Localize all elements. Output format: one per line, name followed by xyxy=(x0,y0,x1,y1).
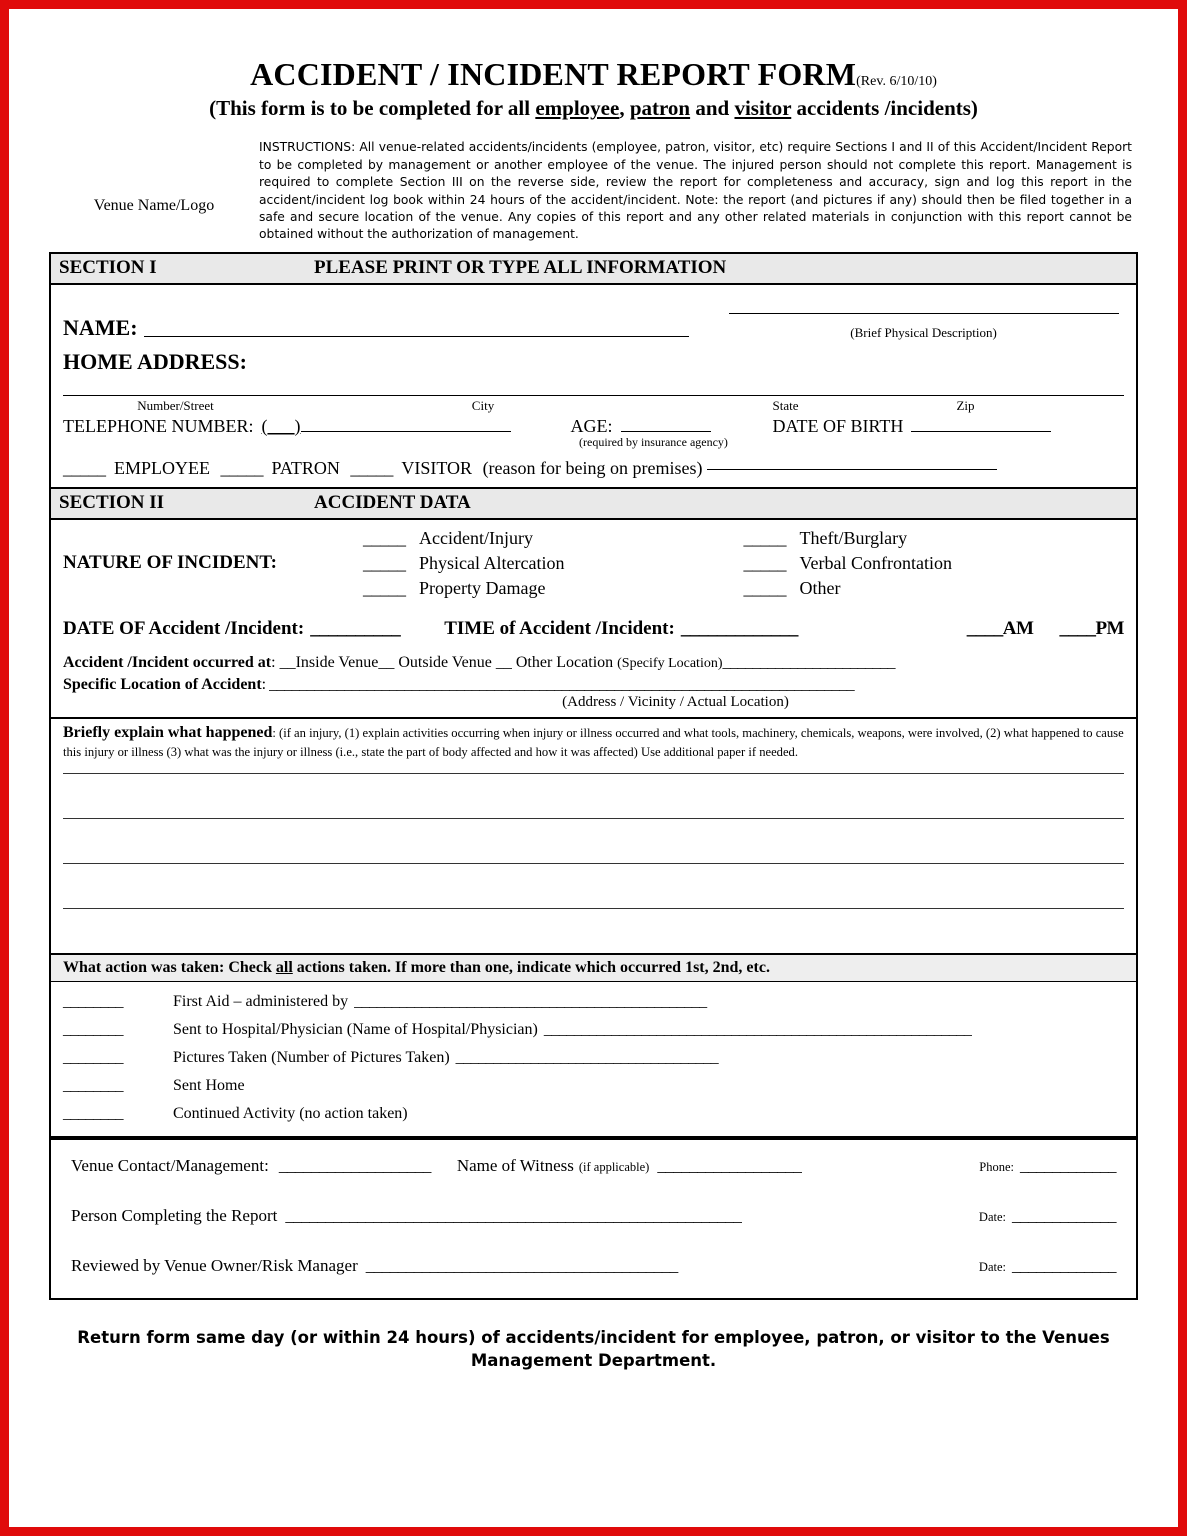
incident-date-input[interactable]: __________ xyxy=(310,618,401,640)
address-column-labels xyxy=(63,398,1124,414)
actions-header xyxy=(51,953,1136,982)
form-page xyxy=(9,9,1178,1527)
nature-option-accident-injury[interactable] xyxy=(363,526,744,551)
section-1-number: SECTION I xyxy=(59,256,157,278)
nature-blank[interactable]: _____ xyxy=(743,552,786,573)
venue-contact-label: Venue Contact/Management: xyxy=(71,1155,269,1175)
nature-option-label: Other xyxy=(799,577,841,598)
nature-of-incident-row xyxy=(51,520,1136,604)
specific-location-input[interactable]: : ______________________________________________________________________________ xyxy=(261,676,855,694)
reviewer-input[interactable]: _______________________________________ xyxy=(365,1255,678,1275)
action-label: Sent to Hospital/Physician (Name of Hospital/Physician) xyxy=(173,1020,538,1038)
incident-time-label: TIME of Accident /Incident: xyxy=(444,618,675,640)
nature-blank[interactable]: _____ xyxy=(743,527,786,548)
section-2-number: SECTION II xyxy=(59,491,165,513)
nature-option-physical-altercation[interactable] xyxy=(363,551,744,576)
nature-blank[interactable]: _____ xyxy=(363,527,406,548)
venue-logo-label: Venue Name/Logo xyxy=(93,197,215,215)
narrative-write-area[interactable] xyxy=(51,763,1136,909)
action-label: First Aid – administered by xyxy=(173,992,349,1010)
nature-option-label: Physical Altercation xyxy=(419,552,565,573)
narrative-heading: Briefly explain what happened xyxy=(63,724,273,742)
occurred-at-options[interactable]: : __Inside Venue__ Outside Venue __ Other Location xyxy=(271,654,618,672)
action-label: Sent Home xyxy=(173,1076,245,1094)
nature-options xyxy=(363,526,1124,600)
reviewer-label: Reviewed by Venue Owner/Risk Manager xyxy=(71,1255,358,1275)
section-1-heading: PLEASE PRINT OR TYPE ALL INFORMATION xyxy=(314,256,727,278)
action-label: Pictures Taken (Number of Pictures Taken) xyxy=(173,1048,450,1066)
pm-checkbox[interactable]: ____PM xyxy=(1059,618,1124,640)
addr-col-number-street: Number/Street xyxy=(137,397,214,413)
witness-input[interactable]: __________________ xyxy=(657,1155,802,1175)
action-blank[interactable]: ________ xyxy=(63,992,123,1010)
employee-label: EMPLOYEE xyxy=(114,457,210,478)
section-1-body xyxy=(51,285,1136,489)
subtitle-post: accidents /incidents) xyxy=(791,96,978,121)
subtitle-mid1: , xyxy=(619,96,630,121)
person-completing-input[interactable]: _________________________________________________________ xyxy=(285,1205,742,1225)
telephone-label: TELEPHONE NUMBER: xyxy=(63,415,254,436)
narrative-line[interactable] xyxy=(63,818,1124,819)
telephone-input-line[interactable] xyxy=(301,431,511,432)
date-of-birth-input-line[interactable] xyxy=(911,431,1051,432)
nature-option-verbal-confrontation[interactable] xyxy=(744,551,1125,576)
occurred-at-row xyxy=(51,650,1136,672)
name-row xyxy=(63,305,1124,341)
home-address-label: HOME ADDRESS: xyxy=(63,348,247,374)
name-input-line[interactable] xyxy=(144,336,689,337)
revision-label: (Rev. 6/10/10) xyxy=(856,74,937,89)
nature-blank[interactable]: _____ xyxy=(363,552,406,573)
subtitle-pre: (This form is to be completed for all xyxy=(209,96,536,121)
actions-list xyxy=(51,982,1136,1138)
nature-blank[interactable]: _____ xyxy=(363,577,406,598)
instructions-row xyxy=(49,139,1138,244)
person-completing-row xyxy=(71,1206,1116,1226)
phone-label: Phone: xyxy=(979,1159,1014,1174)
specific-location-row xyxy=(51,672,1136,694)
narrative-line[interactable] xyxy=(63,908,1124,909)
actions-heading-post: actions taken. If more than one, indicate which occurred 1st, 2nd, etc. xyxy=(292,958,770,976)
action-label: Continued Activity (no action taken) xyxy=(173,1104,408,1122)
nature-option-label: Property Damage xyxy=(419,577,546,598)
specify-location-input[interactable]: _______________________ xyxy=(722,654,895,672)
nature-of-incident-label: NATURE OF INCIDENT: xyxy=(63,552,277,574)
action-item-first-aid[interactable] xyxy=(63,988,1124,1016)
narrative-body: : (if an injury, (1) explain activities occurring when injury or illness occurred and what tools, machinery, chemicals, weapons, were involved, (2) what happened to cause this injury or illness (3) what was the injury or illness (i.e., state the part of body affected and how it was affected) Use additional paper if needed. xyxy=(63,726,1124,760)
address-vicinity-caption: (Address / Vicinity / Actual Location) xyxy=(51,694,1136,719)
section-1-header xyxy=(51,254,1136,285)
action-item-continued-activity[interactable] xyxy=(63,1100,1124,1128)
page-title-text: ACCIDENT / INCIDENT REPORT FORM xyxy=(250,56,857,92)
nature-option-property-damage[interactable] xyxy=(363,576,744,601)
page-footer: Return form same day (or within 24 hours) of accidents/incident for employee, patron, or visitor to the Venues Management Department. xyxy=(77,1327,1110,1371)
age-required-note: (required by insurance agency) xyxy=(579,434,728,449)
visitor-label: VISITOR xyxy=(401,457,473,478)
person-type-row xyxy=(63,458,1124,479)
action-input-line[interactable]: ___________________________________ xyxy=(455,1048,719,1066)
subtitle-employee: employee xyxy=(535,96,620,121)
reviewer-row xyxy=(71,1256,1116,1276)
employee-checkbox-blank[interactable]: _____ xyxy=(63,457,106,478)
incident-date-label: DATE OF Accident /Incident: xyxy=(63,618,305,640)
instructions-text: INSTRUCTIONS: All venue-related accidents/incidents (employee, patron, visitor, etc) require Sections I and II of this Accident/Incident Report to be completed by management or another employee of the venue. The injured person should not complete this report. Management is required to complete Section III on the reverse side, review the report for completeness and accuracy, sign and log this report in the accident/incident log book within 24 hours of the accident/incident. Note: the report (and pictures if any) should then be filed together in a safe and secure location of the venue. Any copies of this report and any other related materials in conjunction with this report cannot be obtained without the authorization of management. xyxy=(259,140,1132,242)
home-address-input-line[interactable] xyxy=(63,395,1124,396)
venue-contact-input[interactable]: ___________________ xyxy=(278,1155,431,1175)
page-title xyxy=(49,57,1138,92)
form-body xyxy=(49,252,1138,1300)
nature-option-label: Accident/Injury xyxy=(419,527,533,548)
action-item-pictures[interactable] xyxy=(63,1044,1124,1072)
addr-col-zip: Zip xyxy=(956,397,975,413)
person-date-label: Date: xyxy=(978,1209,1006,1224)
age-label: AGE: xyxy=(570,415,613,436)
am-checkbox[interactable]: ____AM xyxy=(966,618,1034,640)
subtitle-mid2: and xyxy=(690,96,735,121)
subtitle-visitor: visitor xyxy=(734,96,792,121)
nature-column-left xyxy=(363,526,744,600)
date-time-row xyxy=(51,604,1136,650)
brief-physical-input-line[interactable] xyxy=(729,313,1119,314)
reviewer-date-label: Date: xyxy=(978,1259,1006,1274)
action-blank[interactable]: ________ xyxy=(63,1020,123,1038)
actions-heading-pre: What action was taken: Check xyxy=(63,958,276,976)
age-input-line[interactable] xyxy=(621,431,711,432)
section-2-header xyxy=(51,489,1136,520)
brief-physical-caption: (Brief Physical Description) xyxy=(850,324,997,340)
occurred-at-label: Accident /Incident occurred at xyxy=(63,654,272,672)
phone-input[interactable]: ____________ xyxy=(1020,1155,1116,1175)
incident-time-input[interactable]: _____________ xyxy=(680,618,798,640)
nature-blank[interactable]: _____ xyxy=(743,577,786,598)
witness-note: (if applicable) xyxy=(578,1159,650,1174)
person-date-input[interactable]: _____________ xyxy=(1012,1205,1116,1225)
page-subtitle xyxy=(49,96,1138,121)
action-blank[interactable]: ________ xyxy=(63,1104,123,1122)
nature-column-right xyxy=(744,526,1125,600)
nature-option-label: Verbal Confrontation xyxy=(799,552,952,573)
addr-col-state: State xyxy=(772,397,799,413)
section-2-heading: ACCIDENT DATA xyxy=(314,491,471,513)
nature-option-label: Theft/Burglary xyxy=(799,527,908,548)
patron-label: PATRON xyxy=(271,457,340,478)
witness-label: Name of Witness xyxy=(456,1155,574,1175)
addr-col-city: City xyxy=(471,397,495,413)
action-item-sent-home[interactable] xyxy=(63,1072,1124,1100)
action-input-line[interactable]: _______________________________________________ xyxy=(354,992,707,1010)
narrative-instructions xyxy=(51,719,1136,762)
visitor-checkbox-blank[interactable]: _____ xyxy=(350,457,393,478)
narrative-line[interactable] xyxy=(63,863,1124,864)
date-of-birth-label: DATE OF BIRTH xyxy=(772,415,904,436)
action-blank[interactable]: ________ xyxy=(63,1076,123,1094)
subtitle-patron: patron xyxy=(629,96,691,121)
specify-location-label: (Specify Location) xyxy=(617,656,723,672)
narrative-line[interactable] xyxy=(63,773,1124,774)
reviewer-date-input[interactable]: _____________ xyxy=(1012,1255,1116,1275)
patron-checkbox-blank[interactable]: _____ xyxy=(220,457,263,478)
telephone-row xyxy=(63,416,1124,437)
nature-option-theft-burglary[interactable] xyxy=(744,526,1125,551)
action-blank[interactable]: ________ xyxy=(63,1048,123,1066)
person-completing-label: Person Completing the Report xyxy=(71,1205,278,1225)
name-label: NAME: xyxy=(63,314,138,340)
telephone-area-code-field[interactable]: (___) xyxy=(261,415,301,436)
actions-heading-all: all xyxy=(275,958,293,976)
action-input-line[interactable]: _________________________________________________________ xyxy=(543,1020,972,1038)
reason-input-line[interactable] xyxy=(707,469,997,470)
nature-option-other[interactable] xyxy=(744,576,1125,601)
signature-block xyxy=(51,1138,1136,1298)
reason-label: (reason for being on premises) xyxy=(482,457,703,478)
venue-contact-row xyxy=(71,1156,1116,1176)
specific-location-label: Specific Location of Accident xyxy=(63,676,262,694)
action-item-hospital[interactable] xyxy=(63,1016,1124,1044)
